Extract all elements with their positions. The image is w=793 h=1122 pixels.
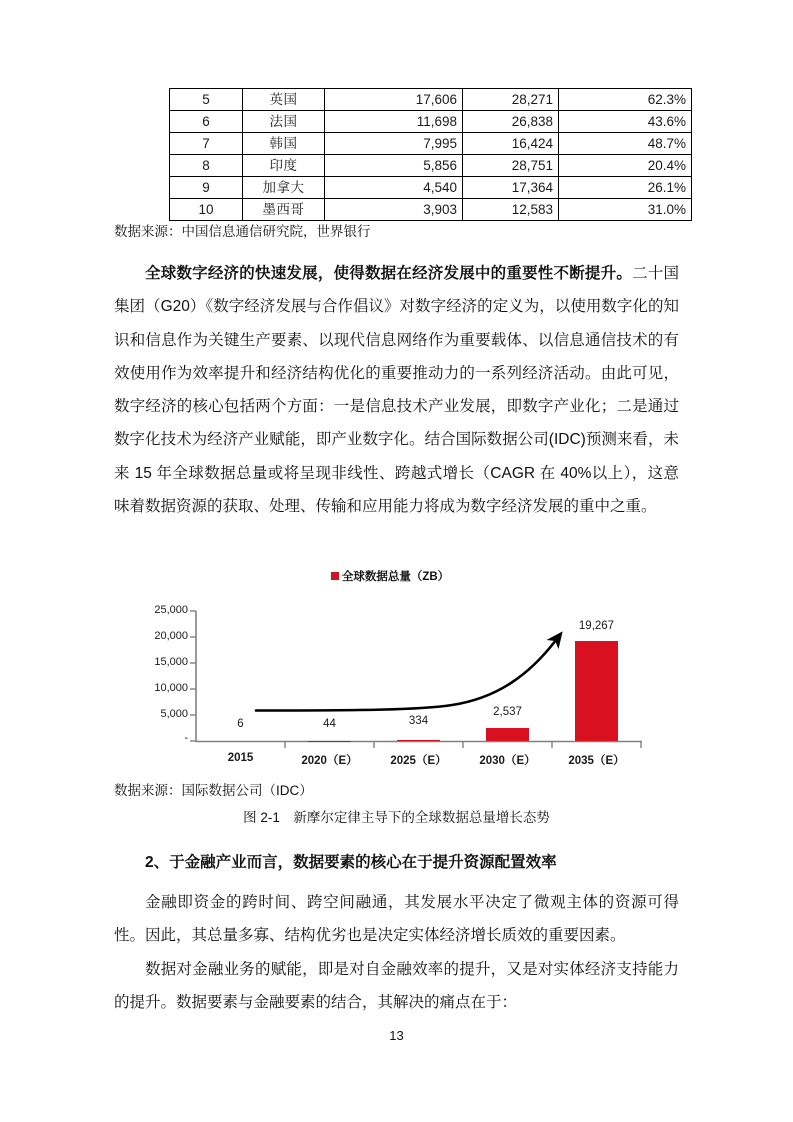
digital-economy-table-wrapper	[169, 88, 686, 221]
y-axis-tick-label: 15,000	[154, 656, 188, 668]
table-source-note: 数据来源：中国信息通信研究院，世界银行	[114, 224, 371, 239]
table-row	[170, 133, 692, 155]
cell-value-1: 17,606	[325, 89, 463, 111]
cell-value-2: 28,751	[463, 155, 559, 177]
y-axis-tick-label: 25,000	[154, 604, 188, 616]
cell-rank: 7	[170, 133, 243, 155]
cell-percent: 43.6%	[559, 111, 692, 133]
cell-country: 墨西哥	[243, 199, 325, 221]
cell-rank: 9	[170, 177, 243, 199]
cell-country: 加拿大	[243, 177, 325, 199]
x-axis-tick-label: 2030（E）	[479, 755, 536, 767]
section-paragraph-2: 数据对金融业务的赋能，即是对自金融效率的提升，又是对实体经济支持能力的提升。数据要素与金融要素的结合，其解决的痛点在于：	[114, 961, 679, 1012]
cell-value-1: 7,995	[325, 133, 463, 155]
x-axis-tick-label: 2035（E）	[568, 755, 625, 767]
cell-value-2: 16,424	[463, 133, 559, 155]
cell-rank: 5	[170, 89, 243, 111]
bar-value-label: 2,537	[493, 706, 522, 718]
cell-value-1: 11,698	[325, 111, 463, 133]
paragraph-digital-economy	[114, 257, 679, 523]
chart-source-note: 数据来源：国际数据公司（IDC）	[114, 783, 313, 798]
bar-value-label: 44	[323, 718, 336, 730]
global-data-volume-chart	[130, 568, 650, 773]
bar-value-label: 334	[408, 715, 429, 727]
cell-country: 英国	[243, 89, 325, 111]
cell-value-1: 4,540	[325, 177, 463, 199]
cell-value-1: 5,856	[325, 155, 463, 177]
table-body	[170, 89, 692, 221]
x-axis-tick-label: 2020（E）	[301, 755, 358, 767]
x-axis-tick-label: 2025（E）	[390, 755, 447, 767]
table-row	[170, 155, 692, 177]
cell-percent: 20.4%	[559, 155, 692, 177]
cell-country: 法国	[243, 111, 325, 133]
growth-arrow-annotation	[256, 640, 556, 711]
cell-value-2: 26,838	[463, 111, 559, 133]
cell-country: 韩国	[243, 133, 325, 155]
cell-rank: 6	[170, 111, 243, 133]
paragraph-lead-bold: 全球数字经济的快速发展，使得数据在经济发展中的重要性不断提升。	[145, 265, 633, 282]
bar-2030	[486, 728, 529, 741]
cell-percent: 26.1%	[559, 177, 692, 199]
digital-economy-table	[169, 88, 692, 221]
section-paragraph-1: 金融即资金的跨时间、跨空间融通，其发展水平决定了微观主体的资源可得性。因此，其总量多寡、结构优劣也是决定实体经济增长质效的重要因素。	[114, 894, 679, 945]
y-axis-tick-label: 10,000	[154, 682, 188, 694]
cell-rank: 10	[170, 199, 243, 221]
table-row	[170, 199, 692, 221]
legend-label: 全球数据总量（ZB）	[341, 571, 450, 583]
chart-canvas	[130, 568, 650, 773]
table-row	[170, 111, 692, 133]
page-number: 13	[389, 1028, 404, 1043]
y-axis-tick-label: 5,000	[160, 708, 188, 720]
cell-percent: 62.3%	[559, 89, 692, 111]
cell-percent: 31.0%	[559, 199, 692, 221]
bar-2025	[397, 740, 440, 742]
bar-value-label: 6	[237, 718, 244, 730]
y-axis-tick-label: 20,000	[154, 630, 188, 642]
cell-country: 印度	[243, 155, 325, 177]
cell-rank: 8	[170, 155, 243, 177]
table-row	[170, 89, 692, 111]
section-heading: 2、于金融产业而言，数据要素的核心在于提升资源配置效率	[145, 854, 557, 871]
cell-value-1: 3,903	[325, 199, 463, 221]
cell-value-2: 17,364	[463, 177, 559, 199]
cell-value-2: 12,583	[463, 199, 559, 221]
table-row	[170, 177, 692, 199]
y-axis-tick-label: -	[184, 732, 188, 744]
bar-2035	[575, 641, 618, 741]
cell-value-2: 28,271	[463, 89, 559, 111]
figure-caption: 图 2-1 新摩尔定律主导下的全球数据总量增长态势	[243, 810, 550, 825]
paragraph-body-text: 二十国集团（G20）《数字经济发展与合作倡议》对数字经济的定义为，以使用数字化的知识和信息作为关键生产要素、以现代信息网络作为重要载体、以信息通信技术的有效使用作为效率提升和经济结构优化的重要推动力的一系列经济活动。由此可见，数字经济的核心包括两个方面：一是信息技术产业发展，即数字产业化；二是通过数字化技术为经济产业赋能，即产业数字化。结合国际数据公司(IDC)预测来看，未来 15 年全球数据总量或将呈现非线性、跨越式增长（CAGR 在 40%以上），这意味着数据资源的获取、处理、传输和应用能力将成为数字经济发展的重中之重。	[114, 265, 679, 516]
x-axis-tick-label: 2015	[227, 752, 254, 764]
bar-value-label: 19,267	[578, 620, 615, 632]
cell-percent: 48.7%	[559, 133, 692, 155]
